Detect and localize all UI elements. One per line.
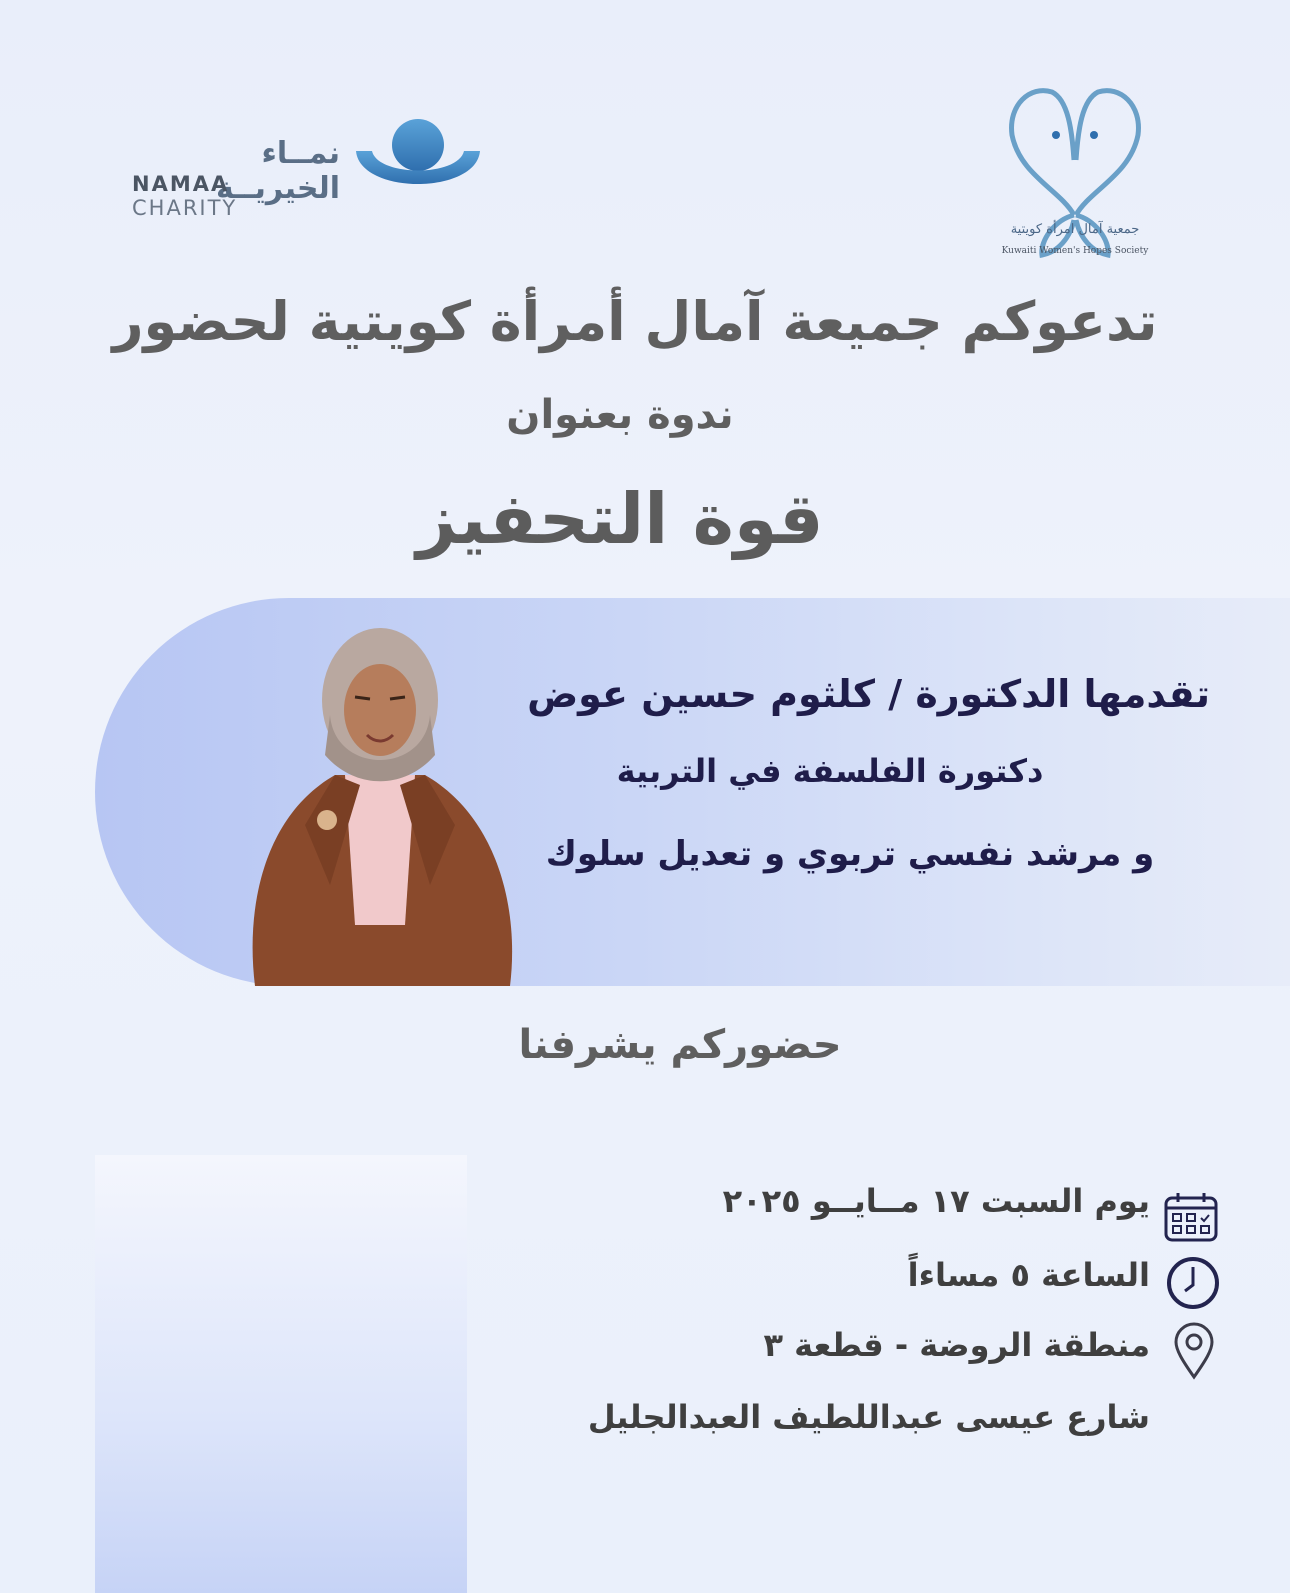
clock-icon xyxy=(1165,1255,1221,1311)
event-area: منطقة الروضة - قطعة ٣ xyxy=(763,1326,1150,1364)
event-date: يوم السبت ١٧ مــايــو ٢٠٢٥ xyxy=(722,1182,1150,1220)
seminar-title: قوة التحفيز xyxy=(416,478,824,560)
kwhs-arabic-name: جمعية آمال امرأة كويتية xyxy=(1010,222,1140,237)
speaker-presenter-line: تقدمها الدكتورة / كلثوم حسين عوض xyxy=(527,672,1210,716)
speaker-role: و مرشد نفسي تربوي و تعديل سلوك xyxy=(545,834,1155,874)
kwhs-english-name: Kuwaiti Women's Hopes Society xyxy=(1001,246,1149,256)
seminar-subtitle: ندوة بعنوان xyxy=(506,392,734,438)
calendar-icon xyxy=(1163,1190,1219,1242)
event-time: الساعة ٥ مساءاً xyxy=(907,1256,1150,1294)
honor-message: حضوركم يشرفنا xyxy=(518,1022,842,1068)
decorative-panel xyxy=(95,1155,467,1593)
event-street: شارع عيسى عبداللطيف العبدالجليل xyxy=(587,1398,1150,1436)
location-pin-icon xyxy=(1172,1322,1216,1380)
kwhs-butterfly-logo xyxy=(1000,80,1150,265)
namaa-english-name: NAMAA CHARITY xyxy=(132,172,238,220)
speaker-degree: دكتورة الفلسفة في التربية xyxy=(616,752,1044,790)
namaa-arabic-name: نمــاء الخيريــة xyxy=(215,136,340,206)
invitation-heading: تدعوكم جميعة آمال أمرأة كويتية لحضور xyxy=(112,290,1158,353)
